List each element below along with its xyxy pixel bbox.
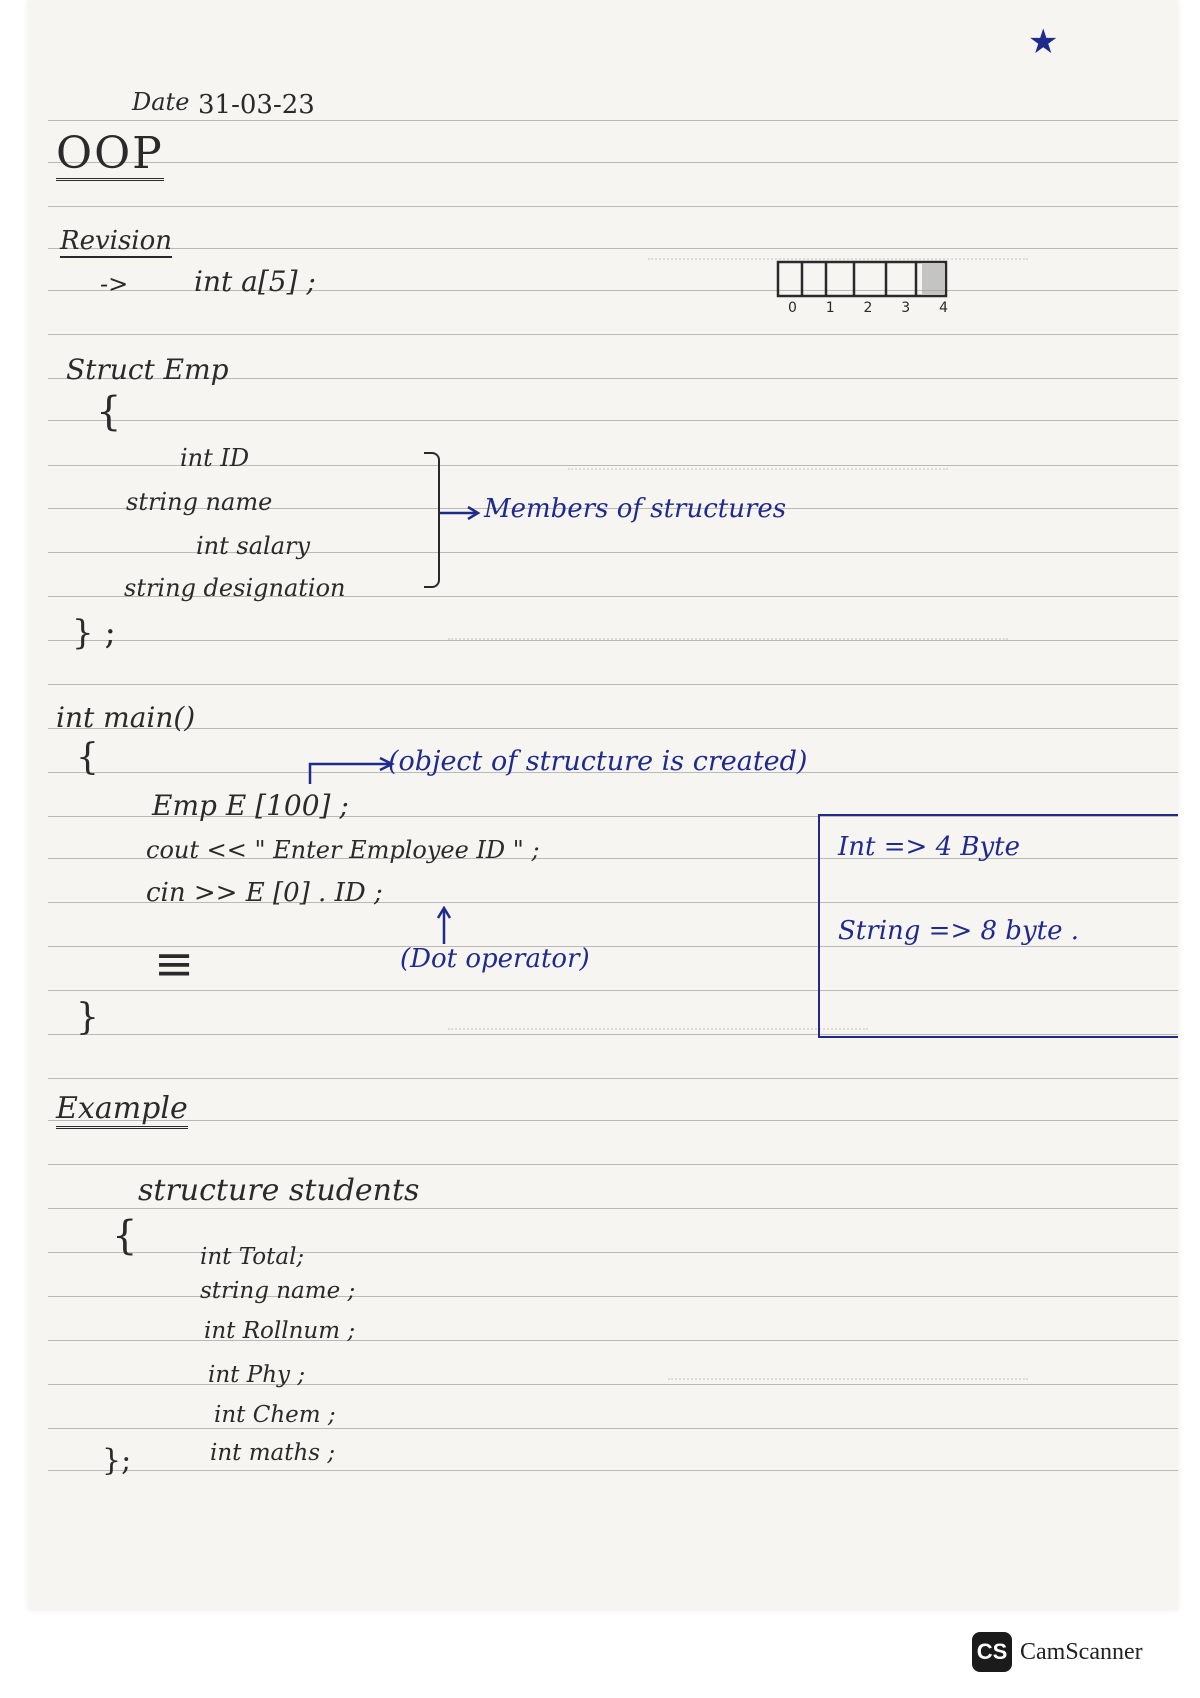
object-note: (object of structure is created) [388,746,808,777]
example-member: int Rollnum ; [204,1318,356,1344]
show-through-mark [668,1360,1028,1380]
struct-member: string designation [124,574,346,602]
continuation-mark: ≡ [154,936,195,992]
dot-operator-note: (Dot operator) [400,944,590,974]
ruled-line [48,1078,1178,1079]
arrow-up-icon [436,906,452,946]
page-title: OOP [56,128,164,179]
members-bracket [424,452,440,588]
array-index-row [788,300,948,316]
example-member: int Chem ; [214,1402,336,1428]
string-size-note: String => 8 byte . [838,916,1079,946]
ruled-line [48,162,1178,163]
show-through-mark [648,240,1028,260]
star-mark: ★ [1028,22,1059,62]
date-value: 31-03-23 [198,90,315,120]
struct-member: int ID [180,444,250,472]
ruled-line [48,1470,1178,1471]
array-index: 1 [825,300,835,316]
date-label: Date [132,88,190,116]
int-size-note: Int => 4 Byte [838,832,1020,862]
ruled-line [48,120,1178,121]
cin-statement: cin >> E [0] . ID ; [146,878,383,908]
struct-member: int salary [196,532,311,560]
example-struct-line: structure students [138,1173,420,1208]
array-index: 0 [788,300,797,316]
main-signature: int main() [56,701,196,734]
main-close-brace: } [76,997,99,1038]
struct-open-brace: { [96,389,122,435]
revision-heading: Revision [60,226,173,256]
camscanner-watermark [972,1632,1143,1672]
ruled-line [48,420,1178,421]
show-through-mark [448,1010,868,1030]
ruled-line [48,1208,1178,1209]
arrow-right-icon [306,756,398,786]
example-member: int maths ; [210,1440,336,1466]
example-heading: Example [56,1094,188,1129]
ruled-line [48,640,1178,641]
camscanner-brand: CamScanner [1020,1638,1143,1665]
notebook-page [28,0,1178,1610]
struct-line: Struct Emp [66,353,229,386]
example-close-brace: }; [102,1443,132,1478]
example-member: int Phy ; [208,1362,306,1388]
struct-member: string name [126,488,273,516]
array-index: 3 [901,300,911,316]
ruled-line [48,684,1178,685]
show-through-mark [448,620,1008,640]
array-index: 4 [939,300,948,316]
example-member: int Total; [200,1244,305,1270]
cout-statement: cout << " Enter Employee ID " ; [146,836,540,864]
show-through-mark [568,450,948,470]
ruled-line [48,1428,1178,1429]
object-declaration: Emp E [100] ; [152,789,349,822]
ruled-line [48,334,1178,335]
arrow-right-icon [440,506,484,520]
ruled-line [48,206,1178,207]
ruled-line [48,728,1178,729]
revision-arrow: -> [100,270,129,298]
example-open-brace: { [112,1213,138,1259]
ruled-line [48,1164,1178,1165]
camscanner-logo-icon: CS [972,1632,1012,1672]
revision-code: int a[5] ; [194,265,316,298]
ruled-line [48,1120,1178,1121]
example-member: string name ; [200,1278,356,1304]
array-diagram [776,258,956,306]
array-index: 2 [863,300,873,316]
struct-close-brace: } ; [72,613,116,653]
members-note: Members of structures [484,494,787,524]
main-open-brace: { [76,737,99,778]
